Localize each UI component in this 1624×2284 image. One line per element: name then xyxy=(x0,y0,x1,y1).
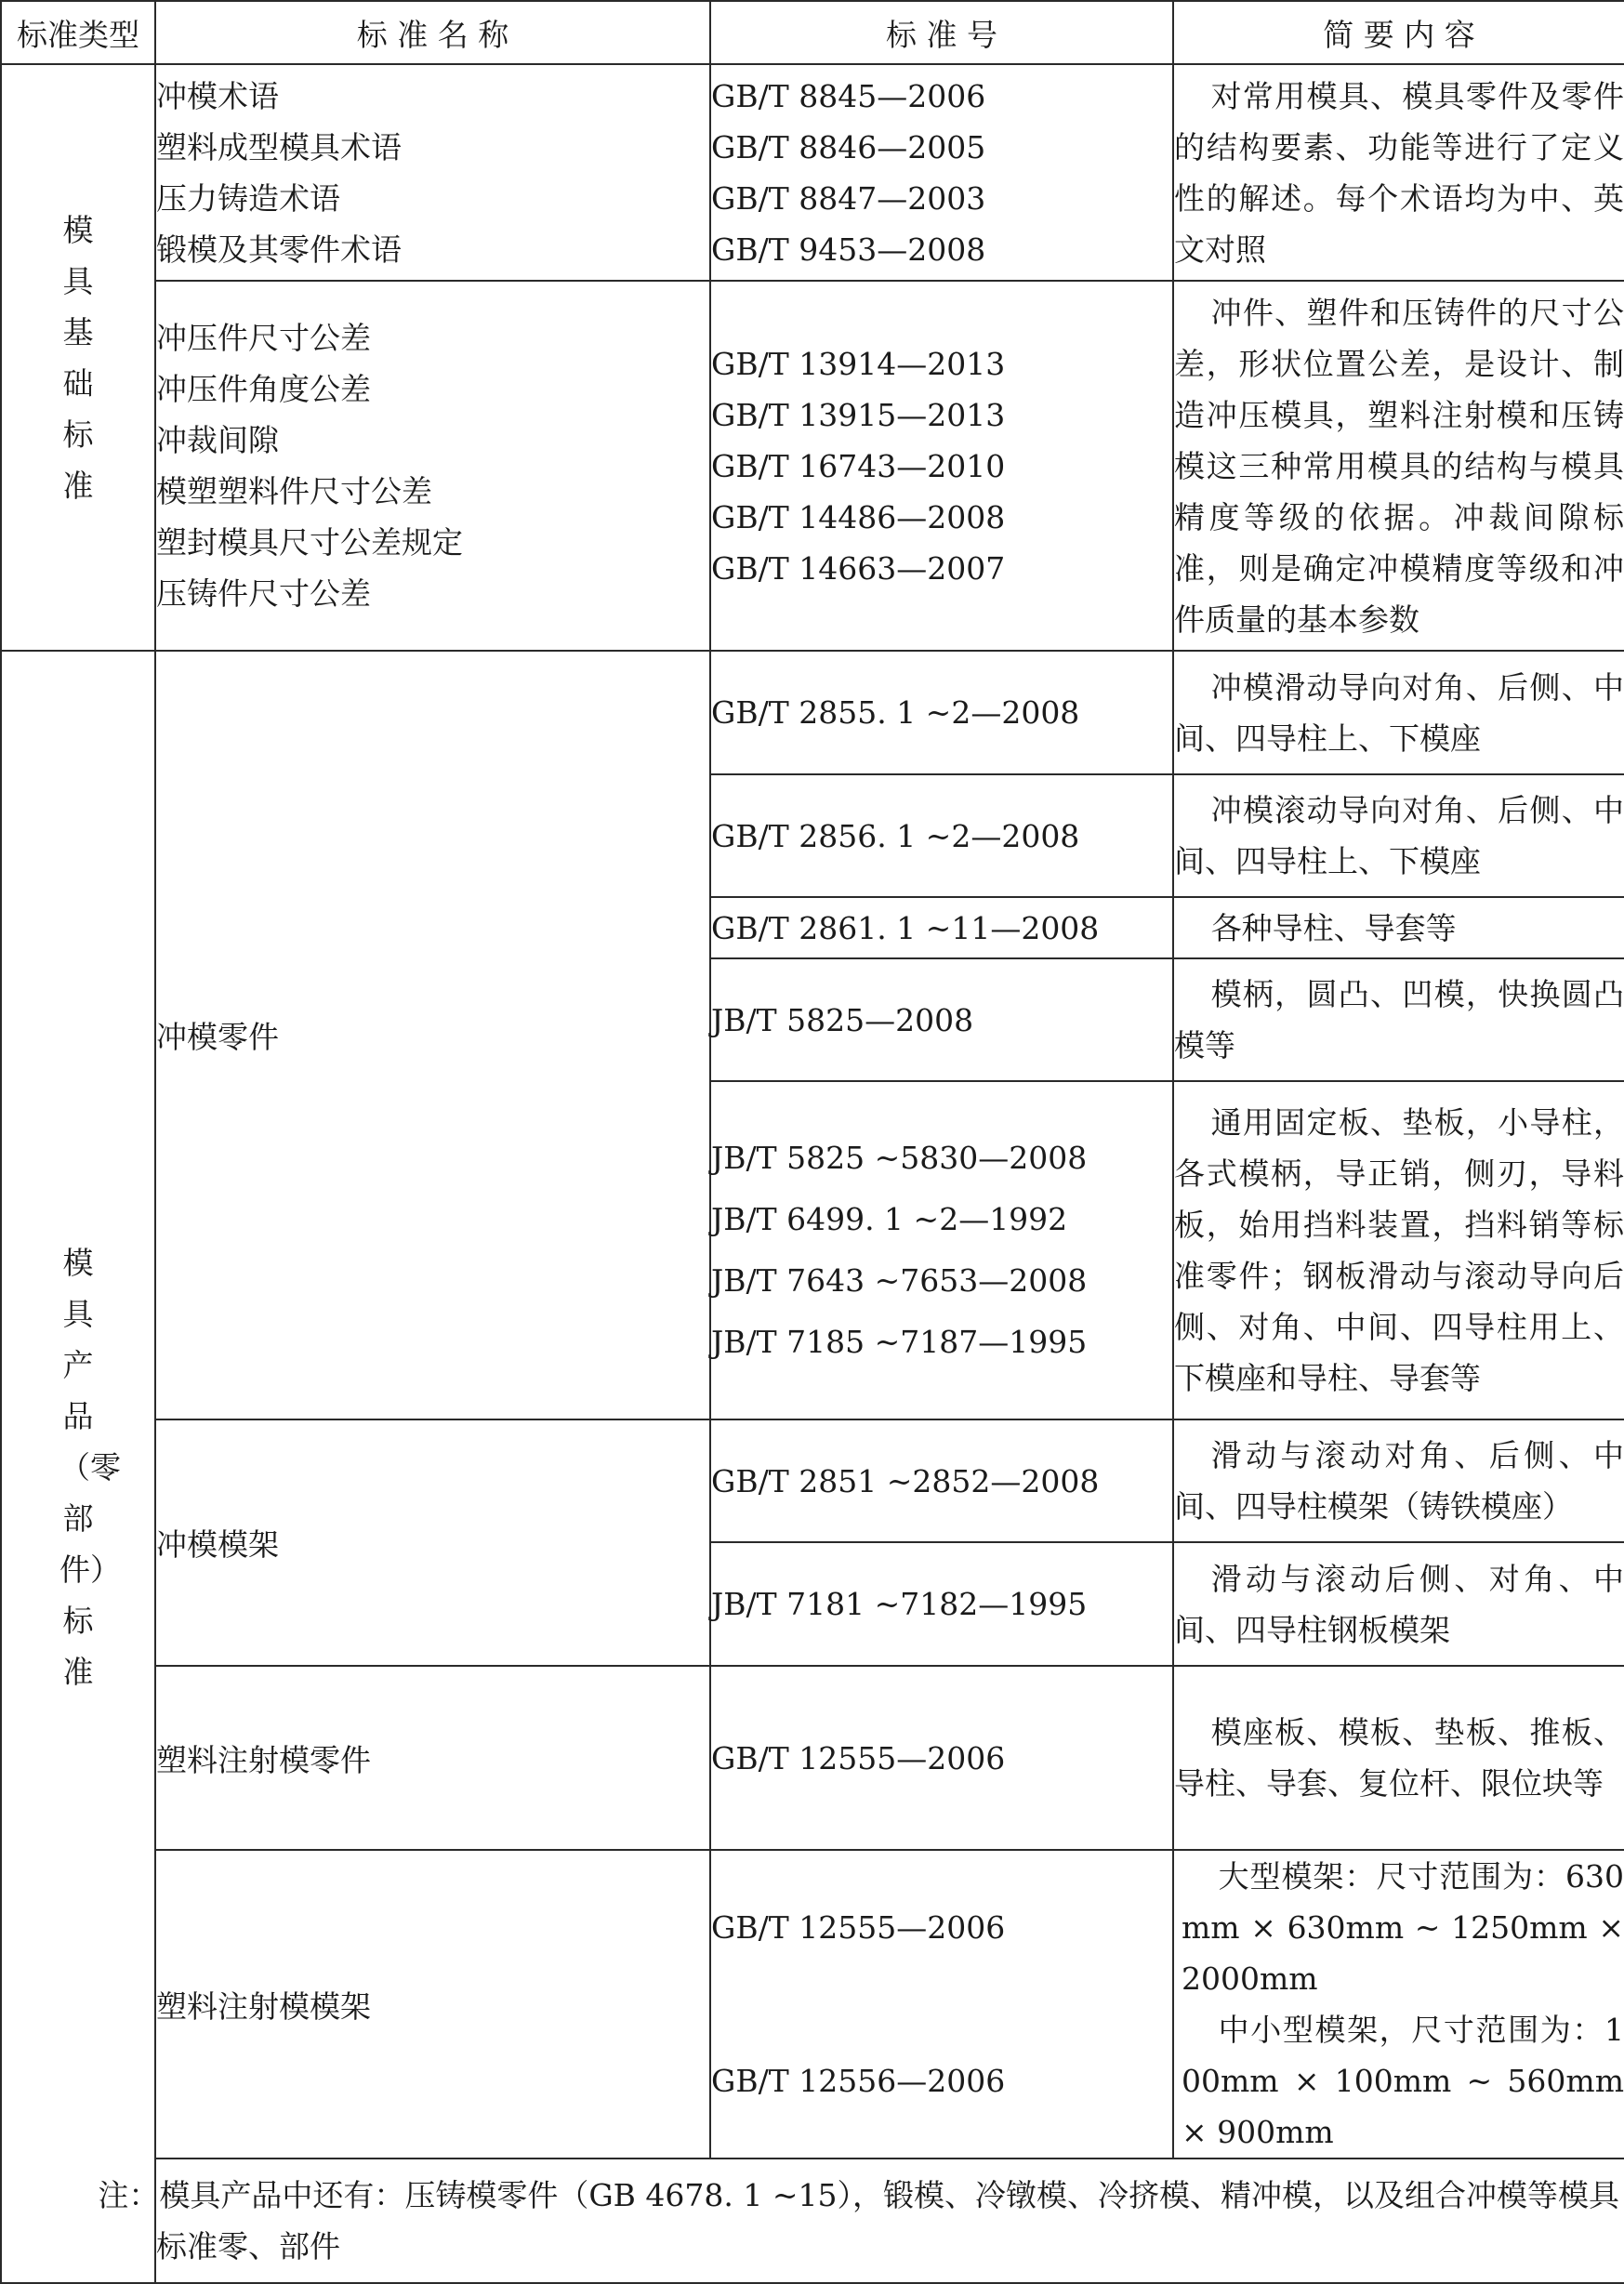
standard-name: 压力铸造术语 xyxy=(156,179,340,217)
basic-group-2-codes xyxy=(710,281,1173,651)
plastic-set-row-1 xyxy=(1,1850,1624,2004)
basic-group-2 xyxy=(1,281,1624,651)
basic-group-1-names xyxy=(155,64,710,281)
standard-summary: 模柄，圆凸、凹模，快换圆凸模等 xyxy=(1173,958,1624,1081)
standard-code: GB/T 8845—2006 xyxy=(711,77,986,114)
standard-code: GB/T 2855. 1 ~2—2008 xyxy=(710,651,1173,774)
standard-name: 模塑塑料件尺寸公差 xyxy=(156,473,432,509)
plastic-set-name: 塑料注射模模架 xyxy=(155,1850,710,2159)
standard-name: 冲裁间隙 xyxy=(156,422,279,458)
basic-group-2-names xyxy=(155,281,710,651)
standard-summary-small: 中小型模架，尺寸范围为：100mm × 100mm ~ 560mm × 900mm xyxy=(1173,2004,1624,2159)
standard-code: GB/T 2856. 1 ~2—2008 xyxy=(710,774,1173,897)
standard-summary: 滑动与滚动对角、后侧、中间、四导柱模架（铸铁模座） xyxy=(1173,1419,1624,1542)
die-parts-row-1 xyxy=(1,651,1624,774)
product-type-cell xyxy=(1,651,155,2283)
standard-code: GB/T 2861. 1 ~11—2008 xyxy=(710,897,1173,958)
die-parts-codes xyxy=(710,1081,1173,1419)
standard-name: 锻模及其零件术语 xyxy=(156,231,402,268)
standard-code: GB/T 13915—2013 xyxy=(711,396,1006,433)
standard-code: JB/T 7643 ~7653—2008 xyxy=(711,1262,1088,1299)
die-set-row-1 xyxy=(1,1419,1624,1542)
header-type: 标准类型 xyxy=(1,1,155,64)
die-set-name: 冲模模架 xyxy=(155,1419,710,1666)
standard-code: GB/T 9453—2008 xyxy=(711,231,986,268)
standard-summary: 冲模滚动导向对角、后侧、中间、四导柱上、下模座 xyxy=(1173,774,1624,897)
standard-code: GB/T 14663—2007 xyxy=(711,549,1006,587)
basic-type-cell xyxy=(1,64,155,651)
standard-summary: 通用固定板、垫板，小导柱，各式模柄，导正销，侧刃，导料板，始用挡料装置，挡料销等标准零件；钢板滑动与滚动导向后侧、对角、中间、四导柱用上、下模座和导柱、导套等 xyxy=(1173,1081,1624,1419)
standard-code: JB/T 7181 ~7182—1995 xyxy=(710,1542,1173,1666)
standard-name: 塑料成型模具术语 xyxy=(156,128,402,165)
standard-code: GB/T 12555—2006 xyxy=(710,1850,1173,2004)
standard-code: GB/T 16743—2010 xyxy=(711,447,1006,484)
standard-summary: 冲模滑动导向对角、后侧、中间、四导柱上、下模座 xyxy=(1173,651,1624,774)
basic-type-label: 模具基础标准 xyxy=(62,211,94,504)
standard-code: JB/T 7185 ~7187—1995 xyxy=(711,1324,1088,1360)
product-type-label: 模具产品（零部件）标准 xyxy=(59,1244,121,1690)
basic-group-1-codes xyxy=(710,64,1173,281)
basic-group-2-summary: 冲件、塑件和压铸件的尺寸公差，形状位置公差，是设计、制造冲压模具，塑料注射模和压铸模这三种常用模具的结构与模具精度等级的依据。冲裁间隙标准，则是确定冲模精度等级和冲件质量的基本参数 xyxy=(1173,281,1624,651)
standard-code: GB/T 12555—2006 xyxy=(710,1666,1173,1850)
header-code: 标 准 号 xyxy=(710,1,1173,64)
plastic-parts-row xyxy=(1,1666,1624,1850)
standard-summary-large: 大型模架：尺寸范围为：630mm × 630mm ~ 1250mm × 2000mm xyxy=(1173,1850,1624,2004)
standard-name: 冲压件角度公差 xyxy=(156,371,371,407)
header-row xyxy=(1,1,1624,64)
standard-code: GB/T 8846—2005 xyxy=(711,128,986,165)
standard-code: GB/T 8847—2003 xyxy=(711,179,986,217)
die-parts-name: 冲模零件 xyxy=(155,651,710,1419)
standard-summary: 各种导柱、导套等 xyxy=(1173,897,1624,958)
header-name: 标 准 名 称 xyxy=(155,1,710,64)
standard-code: JB/T 5825—2008 xyxy=(710,958,1173,1081)
standard-summary: 滑动与滚动后侧、对角、中间、四导柱钢板模架 xyxy=(1173,1542,1624,1666)
standard-name: 压铸件尺寸公差 xyxy=(156,575,371,612)
standard-code: JB/T 6499. 1 ~2—1992 xyxy=(711,1201,1068,1237)
header-summary: 简 要 内 容 xyxy=(1173,1,1624,64)
table-note: 注：模具产品中还有：压铸模零件（GB 4678. 1 ~15），锻模、冷镦模、冷挤模、精冲模，以及组合冲模等模具标准零、部件 xyxy=(155,2159,1624,2283)
standard-code: GB/T 13914—2013 xyxy=(711,345,1006,382)
standard-name: 塑封模具尺寸公差规定 xyxy=(156,524,463,561)
standard-name: 冲模术语 xyxy=(156,77,279,114)
standard-code: JB/T 5825 ~5830—2008 xyxy=(711,1140,1088,1176)
standard-name: 冲压件尺寸公差 xyxy=(156,320,371,356)
plastic-parts-name: 塑料注射模零件 xyxy=(155,1666,710,1850)
standard-summary: 模座板、模板、垫板、推板、导柱、导套、复位杆、限位块等 xyxy=(1173,1666,1624,1850)
standard-code: GB/T 2851 ~2852—2008 xyxy=(710,1419,1173,1542)
standard-code: GB/T 14486—2008 xyxy=(711,498,1006,535)
basic-group-1-summary: 对常用模具、模具零件及零件的结构要素、功能等进行了定义性的解述。每个术语均为中、英文对照 xyxy=(1173,64,1624,281)
standard-code: GB/T 12556—2006 xyxy=(710,2004,1173,2159)
note-row xyxy=(1,2159,1624,2283)
basic-group-1 xyxy=(1,64,1624,281)
